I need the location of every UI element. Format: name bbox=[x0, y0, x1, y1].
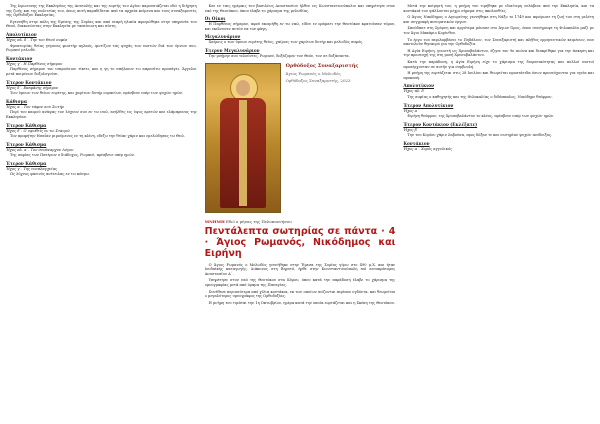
strap-label: ΜΝΗΜΗ bbox=[204, 218, 225, 224]
section-heading: Κάθισμα bbox=[6, 98, 28, 104]
article-headline: Πεντάλεπτα σωτηρίας σε πάντα · 4 · Άγιος Ρωμανός, Νικόδημος και Ειρήνη bbox=[204, 225, 396, 259]
icon-caption bbox=[286, 63, 390, 83]
paragraph: Ως λύχνος φαεινός ανέτειλας εν τω κόσμω. bbox=[10, 172, 91, 177]
paragraph: Και εν ταις ημέραις του βασιλέως Αναστασίου ήλθεν εις Κωνσταντινούπολιν και υπηρέτησε στον ναό της Θεοτόκου, όπου έλαβε το χάρισμα της μελωδίας. bbox=[204, 4, 396, 13]
section-heading: Κοντάκιον bbox=[6, 55, 33, 61]
paragraph: Μετά την κοίμησή του, η μνήμη του τιμήθηκε με ιδιαίτερη ευλάβεια από την Εκκλησία, και τα κοντάκιά του ψάλλονται μέχρι σήμερα στις ακολουθίες. bbox=[403, 4, 595, 13]
paragraph: Ο Άγιος Νικόδημος ο Αγιορείτης γεννήθηκε στη Νάξο το 1749 και αφιέρωσε τη ζωή του στη μελέτη και συγγραφή πνευματικών έργων. bbox=[403, 15, 595, 24]
section-subheading: Ήχος α΄. Τον τάφον σου Σωτήρ bbox=[6, 104, 64, 109]
section-heading: Έτερον Κάθισμα bbox=[6, 160, 47, 166]
paragraph: Κατά την παράδοση, η Αγία Ειρήνη είχε το χάρισμα της διορατικότητας και πολλοί πιστοί προσέρχονταν σε αυτήν για συμβουλή. bbox=[403, 59, 595, 69]
section-subheading: Ήχος πλ. δ΄. Την του Θεού σοφία bbox=[6, 37, 68, 42]
column-middle bbox=[205, 4, 396, 424]
section-heading: Απολυτίκιον bbox=[403, 83, 434, 89]
paragraph: Ο Άγιος Ρωμανός ο Μελωδός γεννήθηκε στην Έμεσα της Συρίας γύρω στο 490 μ.Χ. και ήταν Ιουδαϊκής καταγωγής. Διάκονος στη Βηρυτό, ήρθε στην Κωνσταντινούπολη επί αυτοκράτορος Αναστασίου Α΄. bbox=[204, 262, 396, 276]
section-subheading: Ήχος α΄ bbox=[403, 108, 419, 113]
section-subheading: Ήχος πλ. α΄. Τον συνάναρχον Λόγον bbox=[6, 147, 74, 152]
paragraph: Η μνήμη του τιμάται την 1η Οκτωβρίου, ημέρα κατά την οποία εορτάζεται και η Σκέπη της Θεοτόκου. bbox=[208, 300, 395, 305]
paragraph: Χαίροις ο των ύμνων ευρέτης θείος, χαίροις των χαρίτων δοτήρ και μελωδός σοφός. bbox=[208, 40, 364, 45]
section-heading: Έτερον Κοντάκιον (Εκλέξατε) bbox=[403, 121, 478, 127]
section-heading: Έτερον Κάθισμα bbox=[6, 141, 47, 147]
section-subheading: Ήχος γ΄. Η Παρθένος σήμερον bbox=[6, 61, 63, 66]
paragraph: Ειρήνη θεόφρον, της Χρυσοβαλάντου το κλέος, πρέσβευε υπέρ των ψυχών ημών. bbox=[407, 114, 555, 119]
paragraph: Φρυκτωρίας θείας γέγονας φωστήρ αγλαός, φωτίζων τας ψυχάς των πιστών διά των ύμνων σου, Ρωμανέ μελωδέ. bbox=[6, 43, 197, 53]
caption-subtitle: Άγιος Ρωμανός ο Μελωδός bbox=[285, 70, 341, 76]
paragraph: Εγεννήθη στην πόλη της Εμέσης της Συρίας και από νεαρή ηλικία αφιερώθηκε στην υπηρεσία του Θεού, διακονώντας στην Εκκλησία με ταπείνωση και πίστη. bbox=[6, 19, 197, 29]
paragraph: Της σοφίας των Πατέρων ο διάδοχος, Ρωμανέ, πρέσβευε υπέρ ημών. bbox=[10, 153, 135, 158]
paragraph: Συνέθεσε περισσότερα από χίλια κοντάκια, εκ των οποίων σώζονται περίπου ογδόντα, και θεωρείται ο μεγαλύτερος υμνογράφος της Ορθοδοξίας. bbox=[204, 289, 396, 299]
caption-title: Ορθόδοξος Συναξαριστής bbox=[285, 62, 359, 69]
column-left bbox=[6, 4, 197, 424]
paragraph: Της Ιερωσυνης της Εκκλησίας της Ανατολής και της εορτής του Αγίου παρουσιάζεται εδώ η διήγηση της ζωής και της πολιτείας του, όπως αυτή παραδίδεται από τα αρχαία κείμενα και τους συναξαριστές της Ορθοδόξου Εκκλησίας. bbox=[6, 4, 197, 18]
paragraph: Την του Κυρίου χάριν λαβούσα, προς δόξαν τε και σωτηρίαν ψυχών ανέδειξας. bbox=[407, 133, 553, 138]
paragraph: Παρθένος σήμερον τον υπερούσιον τίκτει, και η γη το σπήλαιον τω απροσίτω προσάγει. Άγγελοι μετά ποιμένων δοξολογούσι. bbox=[6, 67, 197, 76]
icon-card bbox=[205, 63, 396, 213]
paragraph: Πυρί του καιρού ανάψας τον λύχνον σου εν τω ναώ, ανήλθες εις ύψος αρετών και ελάμπρυνας την Εκκλησίαν. bbox=[6, 110, 197, 119]
section-subheading: Ήχος γ΄. Της ευσπλαγχνίας bbox=[6, 166, 58, 171]
section-heading: Έτερον Απολυτίκιον bbox=[403, 102, 454, 108]
section-heading: Έτερον Κάθισμα bbox=[6, 122, 47, 128]
icon-face bbox=[236, 80, 250, 96]
paragraph: Την μνήμην σου τελούντες, Ρωμανέ, δοξάζομεν τον Θεόν, τον σε δοξάσαντα. bbox=[208, 53, 350, 58]
section-heading: Έτερον Μεγαλυνάριον bbox=[204, 47, 260, 53]
column-right bbox=[403, 4, 594, 424]
section-subheading: Ήχος πλ. δ΄ bbox=[403, 89, 426, 94]
paragraph: Η μνήμη της εορτάζεται στις 28 Ιουλίου και θεωρείται προστάτιδα όσων προσεύχονται για υγεία και προκοπή. bbox=[403, 71, 595, 80]
section-subheading: Ήχος δ΄. Ο υψωθείς εν τω Σταυρώ bbox=[6, 128, 70, 133]
section-subheading: Ήχος α΄. Χορός αγγελικός bbox=[403, 146, 453, 151]
article-strap bbox=[205, 219, 396, 224]
paragraph: Η Παρθένος σήμερον, αφού εκοιμήθη εν τω ναώ, είδεν εν οράματι την Θεοτόκον κρατούσαν τόμον, και εκέλευσεν αυτόν να τον φάγη. bbox=[204, 22, 396, 31]
section-heading: Μεγαλυνάριον bbox=[204, 34, 241, 40]
paragraph: Υπηρέτησε στον ναό της Θεοτόκου στα Κύρου, όπου κατά την παράδοση έλαβε το χάρισμα της υμνογραφίας μετά από όραμα της Παναγίας. bbox=[204, 278, 396, 287]
section-subheading: Ήχος δ΄. Επεφάνης σήμερον bbox=[6, 85, 59, 90]
paragraph: Της σοφίας ο καθηγητής και της Φιλοκαλίας ο διδάσκαλος, Νικόδημε θεόφρον. bbox=[407, 94, 553, 99]
section-heading: Οι Οίκοι bbox=[204, 16, 226, 22]
section-heading: Απολυτίκιον bbox=[6, 31, 37, 37]
paragraph: Η Αγία Ειρήνη, γνωστή ως Χρυσοβαλάντου, έζησε τον 9ο αιώνα και διακρίθηκε για την άσκηση και την προσευχή της στη μονή Χρυσοβαλάντου. bbox=[403, 48, 595, 58]
section-heading: Κοντάκιον bbox=[403, 140, 430, 146]
strap-text: Εδώ ο μήνας της Πελοποννήσου bbox=[226, 218, 292, 224]
section-subheading: Ήχος β΄ bbox=[403, 127, 419, 132]
section-heading: Έτερον Κοντάκιον bbox=[6, 79, 52, 85]
saint-icon-image bbox=[205, 63, 281, 213]
icon-stripe bbox=[239, 100, 247, 206]
paragraph: Τον προφήτην Ησαΐαν μιμούμενος εν τη κλίνη, εδέξω την θείαν χάριν και εμελώδησας τω Θεώ. bbox=[10, 134, 185, 139]
paragraph: Των ύμνων των θείων ευρέτης, και χαρίτων δοτήρ ουρανίων, πρέσβευε υπέρ των ψυχών ημών. bbox=[10, 91, 184, 96]
caption-meta: Ορθόδοξος Συναξαριστής, 2023 bbox=[285, 77, 351, 83]
paragraph: Το έργο του περιλαμβάνει το Πηδάλιον, τον Συναξαριστή και πλήθος ερμηνευτικών κειμένων, που αποτελούν θησαυρό για την Ορθοδοξία. bbox=[403, 37, 595, 47]
paragraph: Σπούδασε στη Σμύρνη και αργότερα μόνασε στο Άγιον Όρος, όπου συνέγραψε τη Φιλοκαλία μαζί με τον Άγιο Μακάριο Κορίνθου. bbox=[403, 26, 595, 35]
